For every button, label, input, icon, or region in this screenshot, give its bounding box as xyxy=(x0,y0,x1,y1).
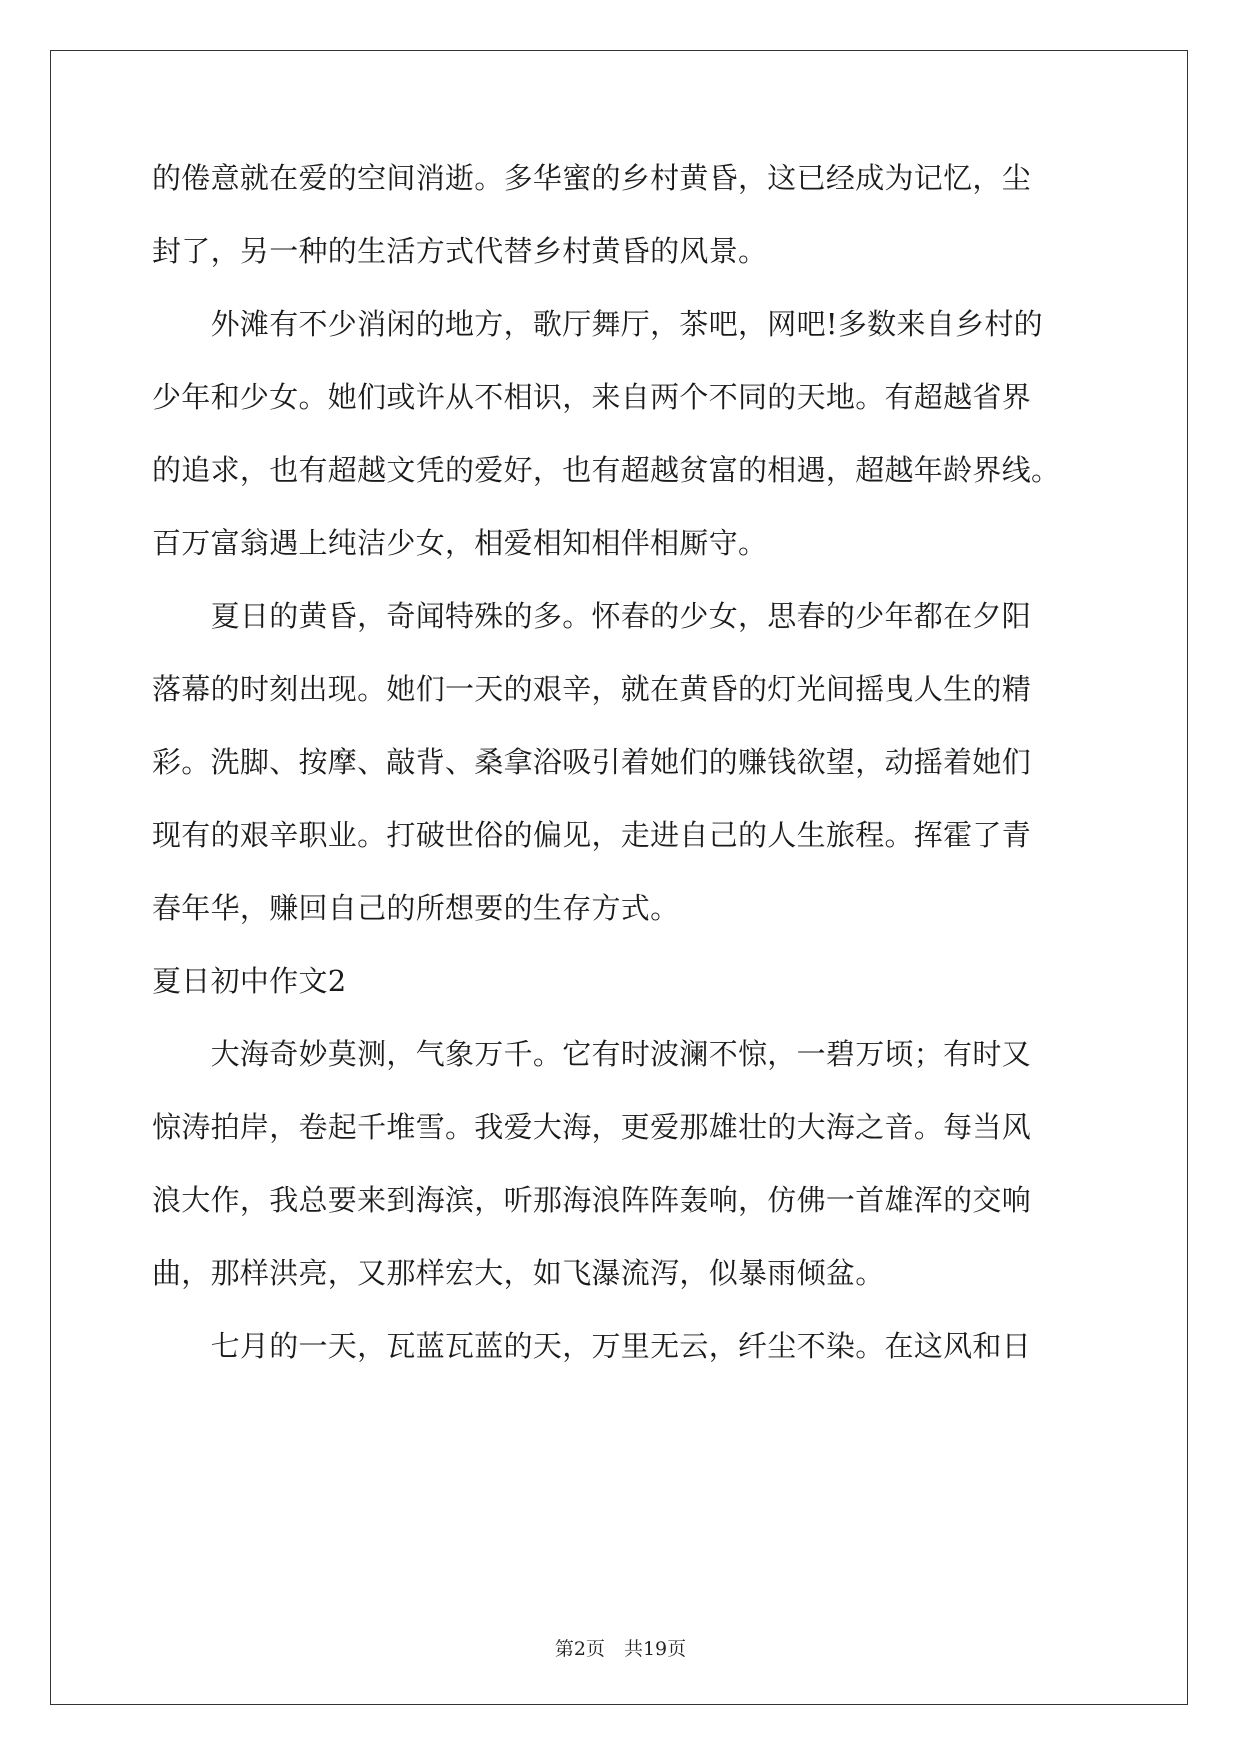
text-line: 封了，另一种的生活方式代替乡村黄昏的风景。 xyxy=(152,234,768,268)
text-line: 外滩有不少消闲的地方，歌厅舞厅，茶吧，网吧!多数来自乡村的 xyxy=(152,307,1043,341)
text-line: 彩。洗脚、按摩、敲背、桑拿浴吸引着她们的赚钱欲望，动摇着她们 xyxy=(152,745,1032,779)
text-line: 的追求，也有超越文凭的爱好，也有超越贫富的相遇，超越年龄界线。 xyxy=(152,453,1061,487)
text-line: 百万富翁遇上纯洁少女，相爱相知相伴相厮守。 xyxy=(152,526,768,560)
text-line: 七月的一天，瓦蓝瓦蓝的天，万里无云，纤尘不染。在这风和日 xyxy=(152,1329,1032,1363)
text-line: 现有的艰辛职业。打破世俗的偏见，走进自己的人生旅程。挥霍了青 xyxy=(152,818,1032,852)
text-line: 浪大作，我总要来到海滨，听那海浪阵阵轰响，仿佛一首雄浑的交响 xyxy=(152,1183,1032,1217)
page-number: 第2页 共19页 xyxy=(554,1638,687,1660)
text-line: 大海奇妙莫测，气象万千。它有时波澜不惊，一碧万顷；有时又 xyxy=(152,1037,1032,1071)
page-border xyxy=(50,50,1188,1705)
text-line: 少年和少女。她们或许从不相识，来自两个不同的天地。有超越省界 xyxy=(152,380,1032,414)
text-line: 落幕的时刻出现。她们一天的艰辛，就在黄昏的灯光间摇曳人生的精 xyxy=(152,672,1032,706)
section-heading: 夏日初中作文2 xyxy=(152,964,347,998)
text-line: 的倦意就在爱的空间消逝。多华蜜的乡村黄昏，这已经成为记忆，尘 xyxy=(152,161,1032,195)
text-line: 惊涛拍岸，卷起千堆雪。我爱大海，更爱那雄壮的大海之音。每当风 xyxy=(152,1110,1032,1144)
text-line: 夏日的黄昏，奇闻特殊的多。怀春的少女，思春的少年都在夕阳 xyxy=(152,599,1032,633)
text-line: 春年华，赚回自己的所想要的生存方式。 xyxy=(152,891,680,925)
text-line: 曲，那样洪亮，又那样宏大，如飞瀑流泻，似暴雨倾盆。 xyxy=(152,1256,885,1290)
